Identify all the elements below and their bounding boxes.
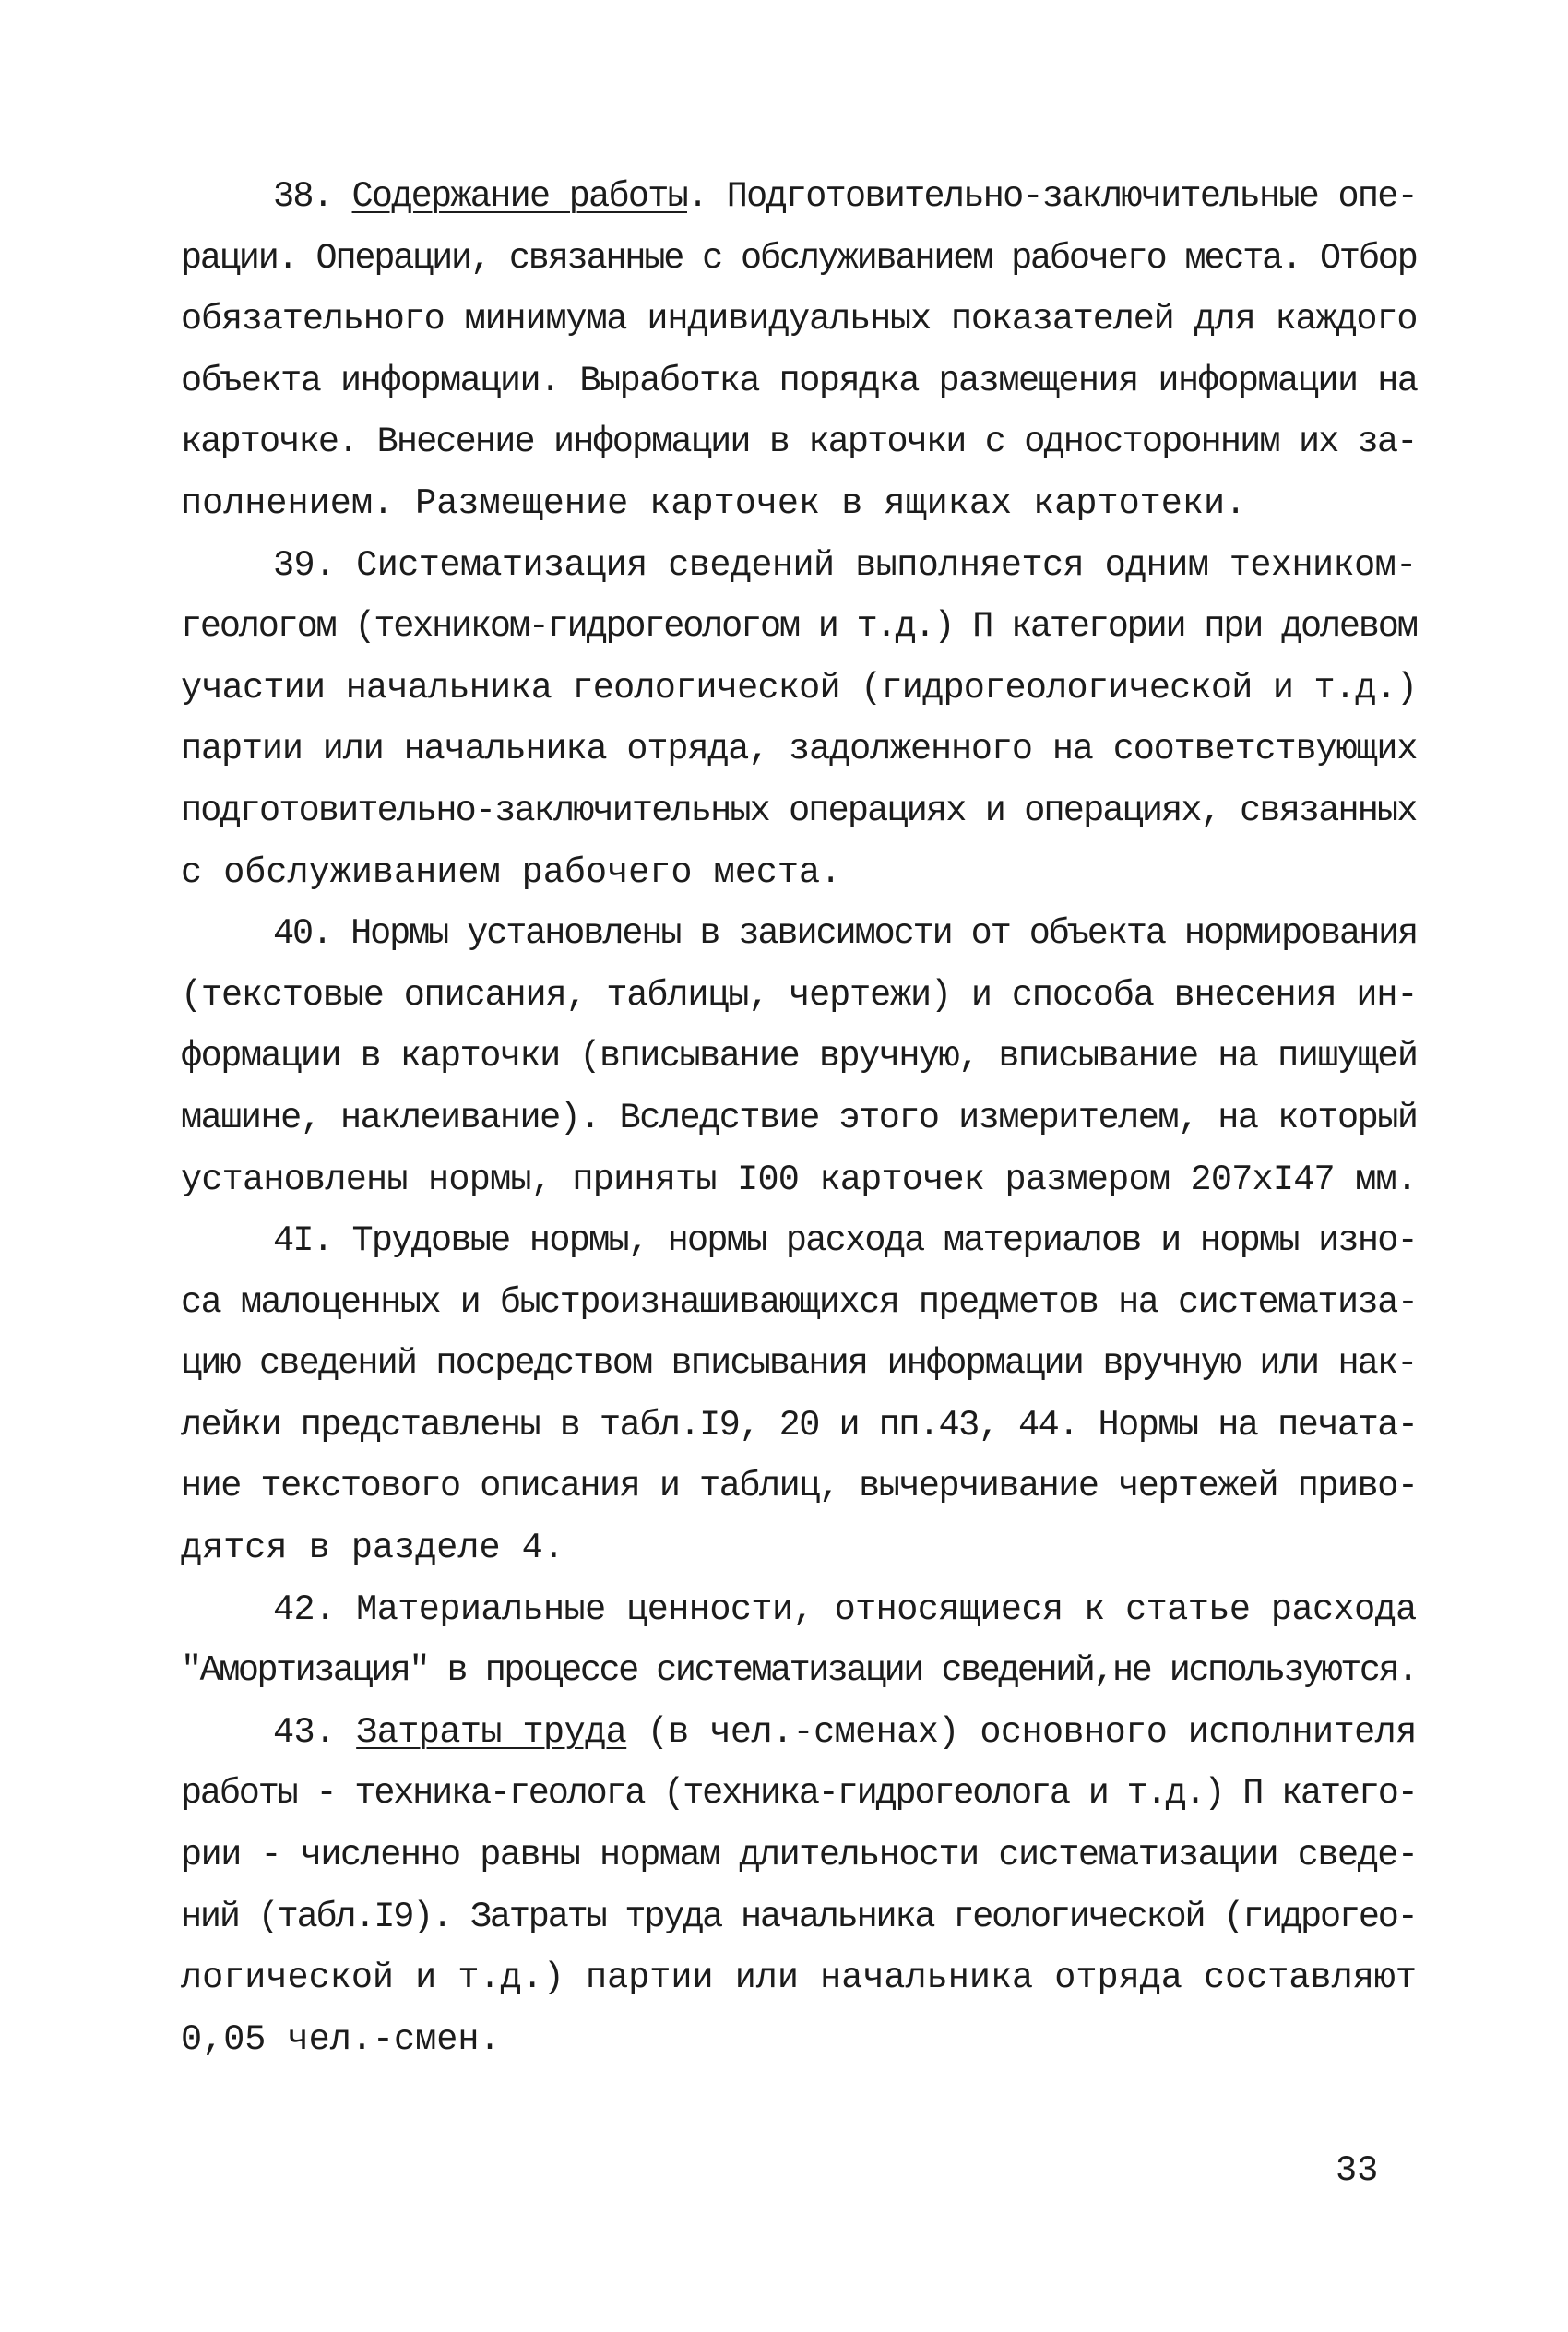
text-line: (текстовые описания, таблицы, чертежи) и способа внесения ин-	[181, 974, 1418, 1016]
page-number: 33	[1336, 2150, 1379, 2191]
text-line: логической и т.д.) партии или начальника отряда составляют	[181, 1957, 1418, 1999]
text-line: цию сведений посредством вписывания информации вручную или нак-	[181, 1343, 1417, 1385]
text-line: объекта информации. Выработка порядка размещения информации на	[181, 360, 1418, 401]
text-line: установлены нормы, приняты I00 карточек размером 207xI47 мм.	[181, 1159, 1418, 1200]
text-line: карточке. Внесение информации в карточки с односторонним их за-	[181, 422, 1417, 463]
text-line: 42. Материальные ценности, относящиеся к статье расхода	[273, 1588, 1417, 1630]
text-line: ний (табл.I9). Затраты труда начальника геологической (гидрогео-	[181, 1896, 1417, 1937]
text-line: дятся в разделе 4.	[181, 1528, 564, 1569]
text-line: 40. Нормы установлены в зависимости от объекта нормирования	[273, 913, 1418, 955]
text-line: рии - численно равны нормам длительности систематизации сведе-	[181, 1835, 1418, 1876]
paragraph-40	[181, 903, 1417, 1210]
text-line: подготовительно-заключительных операциях и операциях, связанных	[181, 790, 1417, 831]
text-line: обязательного минимума индивидуальных показателей для каждого	[181, 299, 1418, 340]
paragraph-42	[181, 1579, 1417, 1702]
text-line: работы - техника-геолога (техника-гидрогеолога и т.д.) П катего-	[181, 1773, 1417, 1814]
page-body	[181, 166, 1417, 2070]
text-line: полнением. Размещение карточек в ящиках картотеки.	[181, 482, 1247, 524]
text-line: "Амортизация" в процессе систематизации сведений,не используются.	[181, 1650, 1417, 1692]
text-line: 0,05 чел.-смен.	[181, 2018, 501, 2060]
text-line: 38. Содержание работы. Подготовительно-заключительные опе-	[273, 176, 1418, 217]
text-line: участии начальника геологической (гидрогеологической и т.д.)	[181, 667, 1418, 708]
text-line: 43. Затраты труда (в чел.-сменах) основного исполнителя	[273, 1711, 1417, 1753]
text-line: машине, наклеивание). Вследствие этого измерителем, на который	[181, 1097, 1418, 1138]
underlined-term: Затраты труда	[356, 1711, 627, 1753]
text-line: лейки представлены в табл.I9, 20 и пп.43, 44. Нормы на печата-	[181, 1404, 1418, 1446]
text-line: ние текстового описания и таблиц, вычерчивание чертежей приво-	[181, 1466, 1418, 1507]
text-line: 39. Систематизация сведений выполняется одним техником-	[273, 544, 1417, 586]
text-line: геологом (техником-гидрогеологом и т.д.) П категории при долевом	[181, 606, 1417, 648]
underlined-term: Содержание работы	[351, 176, 687, 217]
text-line: партии или начальника отряда, задолженного на соответствующих	[181, 729, 1418, 770]
text-line: са малоценных и быстроизнашивающихся предметов на систематиза-	[181, 1281, 1418, 1323]
paragraph-43	[181, 1702, 1417, 2071]
text-line: рации. Операции, связанные с обслуживанием рабочего места. Отбор	[181, 237, 1417, 279]
paragraph-38	[181, 166, 1417, 535]
text-line: формации в карточки (вписывание вручную, вписывание на пишущей	[181, 1036, 1418, 1077]
paragraph-41	[181, 1210, 1417, 1579]
paragraph-39	[181, 535, 1417, 904]
text-line: с обслуживанием рабочего места.	[181, 851, 842, 893]
text-line: 4I. Трудовые нормы, нормы расхода материалов и нормы изно-	[273, 1220, 1418, 1262]
